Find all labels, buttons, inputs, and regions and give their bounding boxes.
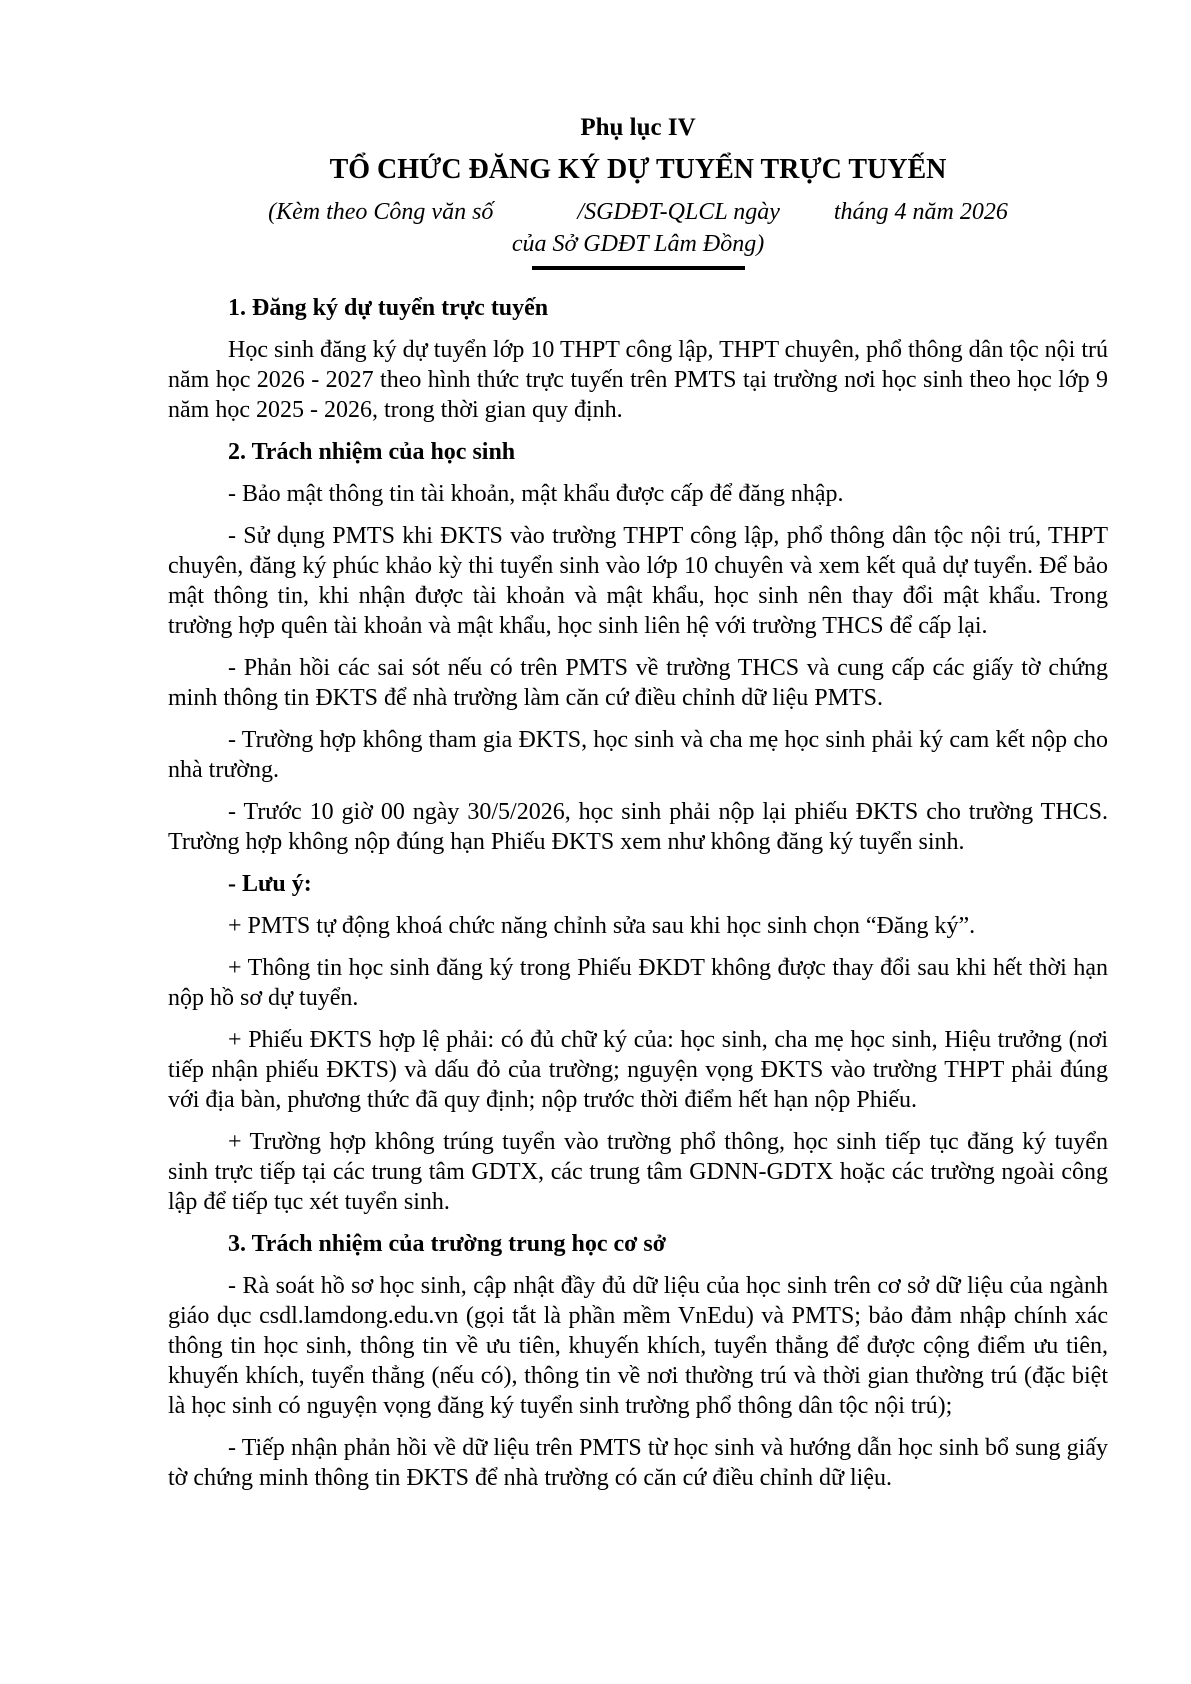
citation-line-1: (Kèm theo Công văn số /SGDĐT-QLCL ngày tháng 4 năm 2026	[268, 199, 1008, 225]
section-2	[168, 437, 1108, 1217]
section-2-note-item-3: + Phiếu ĐKTS hợp lệ phải: có đủ chữ ký của: học sinh, cha mẹ học sinh, Hiệu trưởng (nơi tiếp nhận phiếu ĐKTS) và dấu đỏ của trường; nguyện vọng ĐKTS vào trường THPT phải đúng với địa bàn, phương thức đã quy định; nộp trước thời điểm hết hạn nộp Phiếu.	[168, 1027, 1108, 1113]
section-2-paragraph-4: - Trường hợp không tham gia ĐKTS, học sinh và cha mẹ học sinh phải ký cam kết nộp cho nhà trường.	[168, 727, 1108, 783]
section-2-paragraph-5: - Trước 10 giờ 00 ngày 30/5/2026, học sinh phải nộp lại phiếu ĐKTS cho trường THCS. Trường hợp không nộp đúng hạn Phiếu ĐKTS xem như không đăng ký tuyển sinh.	[168, 799, 1108, 855]
section-3-paragraph-1: - Rà soát hồ sơ học sinh, cập nhật đầy đủ dữ liệu của học sinh trên cơ sở dữ liệu của ngành giáo dục csdl.lamdong.edu.vn (gọi tắt là phần mềm VnEdu) và PMTS; bảo đảm nhập chính xác thông tin học sinh, thông tin về ưu tiên, khuyến khích, tuyển thẳng để được cộng điểm ưu tiên, khuyến khích, tuyển thẳng (nếu có), thông tin về nơi thường trú và thời gian thường trú (đặc biệt là học sinh có nguyện vọng đăng ký tuyển sinh trường phổ thông dân tộc nội trú);	[168, 1273, 1108, 1419]
section-2-paragraph-2: - Sử dụng PMTS khi ĐKTS vào trường THPT công lập, phổ thông dân tộc nội trú, THPT chuyên, đăng ký phúc khảo kỳ thi tuyển sinh vào lớp 10 chuyên và xem kết quả dự tuyển. Để bảo mật thông tin, khi nhận được tài khoản và mật khẩu, học sinh nên thay đổi mật khẩu. Trong trường hợp quên tài khoản và mật khẩu, học sinh liên hệ với trường THCS để cấp lại.	[168, 523, 1108, 639]
section-1-heading: 1. Đăng ký dự tuyển trực tuyến	[228, 295, 549, 321]
section-2-note-item-1: + PMTS tự động khoá chức năng chỉnh sửa sau khi học sinh chọn “Đăng ký”.	[228, 913, 976, 939]
document-title: TỔ CHỨC ĐĂNG KÝ DỰ TUYỂN TRỰC TUYẾN	[329, 154, 947, 185]
section-2-paragraph-3: - Phản hồi các sai sót nếu có trên PMTS về trường THCS và cung cấp các giấy tờ chứng minh thông tin ĐKTS để nhà trường làm căn cứ điều chỉnh dữ liệu PMTS.	[168, 655, 1108, 711]
section-2-paragraph-1: - Bảo mật thông tin tài khoản, mật khẩu được cấp để đăng nhập.	[228, 481, 844, 507]
citation-line-2: của Sở GDĐT Lâm Đồng)	[511, 231, 765, 257]
appendix-label: Phụ lục IV	[580, 114, 696, 141]
section-3	[168, 1229, 1108, 1493]
section-2-note-item-4: + Trường hợp không trúng tuyển vào trường phổ thông, học sinh tiếp tục đăng ký tuyển sinh trực tiếp tại các trung tâm GDTX, các trung tâm GDNN-GDTX hoặc các trường ngoài công lập để tiếp tục xét tuyển sinh.	[168, 1129, 1108, 1215]
section-3-paragraph-2: - Tiếp nhận phản hồi về dữ liệu trên PMTS từ học sinh và hướng dẫn học sinh bổ sung giấy tờ chứng minh thông tin ĐKTS để nhà trường có căn cứ điều chỉnh dữ liệu.	[168, 1435, 1108, 1491]
section-2-heading: 2. Trách nhiệm của học sinh	[228, 439, 516, 465]
section-2-note-label: - Lưu ý:	[228, 871, 312, 897]
header-divider-rule	[532, 266, 745, 270]
document-header	[168, 112, 1108, 270]
section-3-heading: 3. Trách nhiệm của trường trung học cơ sở	[228, 1231, 667, 1257]
section-2-note-item-2: + Thông tin học sinh đăng ký trong Phiếu ĐKDT không được thay đổi sau khi hết thời hạn nộp hồ sơ dự tuyển.	[168, 955, 1108, 1011]
section-1-paragraph-1: Học sinh đăng ký dự tuyển lớp 10 THPT công lập, THPT chuyên, phổ thông dân tộc nội trú năm học 2026 - 2027 theo hình thức trực tuyến trên PMTS tại trường nơi học sinh theo học lớp 9 năm học 2025 - 2026, trong thời gian quy định.	[168, 337, 1108, 423]
section-1	[168, 293, 1108, 425]
